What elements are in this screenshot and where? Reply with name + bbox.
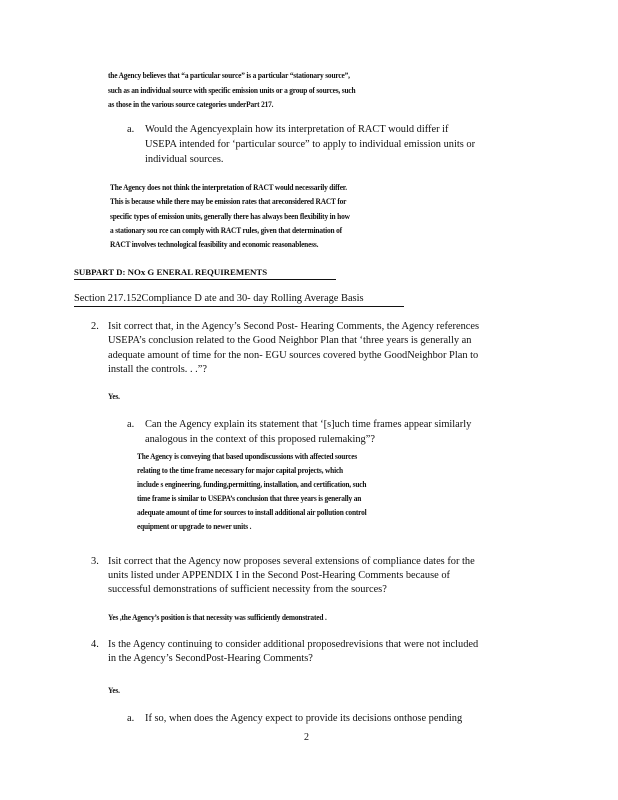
q1a-line-2: USEPA intended for ‘particular source” to apply to individual emission units or	[145, 139, 476, 150]
q2-line-2: USEPA’s conclusion related to the Good Neighbor Plan that ‘three years is generally an	[108, 335, 472, 346]
a1a-line-1: The Agency does not think the interpretation of RACT would necessarily differ.	[110, 182, 347, 192]
a1a-line-5: RACT involves technological feasibility and economic reasonableness.	[110, 239, 319, 249]
q2a-line-2: analogous in the context of this proposed rulemaking”?	[145, 434, 375, 445]
page-number: 2	[304, 732, 309, 743]
q2a-answer-line-2: relating to the time frame necessary for major capital projects, which	[137, 465, 344, 475]
q2-answer: Yes.	[108, 391, 120, 401]
q4-answer: Yes.	[108, 685, 120, 695]
intro-line-2: such as an individual source with specific emission units or a group of sources, such	[108, 85, 356, 95]
q2-line-4: install the controls. . .”?	[108, 364, 207, 375]
a1a-line-4: a stationary sou rce can comply with RACT rules, given that determination of	[110, 225, 342, 235]
q3-line-1: Isit correct that the Agency now proposes several extensions of compliance dates for the	[108, 556, 475, 567]
subpart-underline	[74, 279, 336, 280]
subpart-heading: SUBPART D: NOx G ENERAL REQUIREMENTS	[74, 267, 268, 277]
q3-line-3: successful demonstrations of sufficient necessity from the sources?	[108, 584, 387, 595]
q2a-answer-line-6: equipment or upgrade to newer units .	[137, 521, 252, 531]
q4-line-2: in the Agency’s SecondPost-Hearing Comments?	[108, 653, 313, 664]
q2a-answer-line-5: adequate amount of time for sources to install additional air pollution control	[137, 507, 367, 517]
intro-line-3: as those in the various source categories underPart 217.	[108, 99, 274, 109]
section-underline	[74, 306, 404, 307]
q2-line-3: adequate amount of time for the non- EGU sources covered bythe GoodNeighbor Plan to	[108, 350, 479, 361]
q4a-line-1: If so, when does the Agency expect to provide its decisions onthose pending	[145, 713, 463, 724]
a1a-line-2: This is because while there may be emission rates that areconsidered RACT for	[110, 196, 347, 206]
q2a-answer-line-1: The Agency is conveying that based upondiscussions with affected sources	[137, 451, 358, 461]
q3-number: 3.	[91, 556, 99, 567]
q2a-marker: a.	[127, 419, 135, 430]
q3-answer: Yes ,the Agency’s position is that necessity was sufficiently demonstrated .	[108, 612, 327, 622]
q2-line-1: Isit correct that, in the Agency’s Second Post- Hearing Comments, the Agency references	[108, 321, 480, 332]
intro-line-1: the Agency believes that “a particular source” is a particular “stationary source”,	[108, 70, 350, 80]
q3-line-2: units listed under APPENDIX I in the Second Post-Hearing Comments because of	[108, 570, 450, 581]
q2a-answer-line-3: include s engineering, funding,permitting, installation, and certification, such	[137, 479, 367, 489]
q2-number: 2.	[91, 321, 99, 332]
section-heading: Section 217.152Compliance D ate and 30- day Rolling Average Basis	[74, 293, 364, 304]
q1a-marker: a.	[127, 124, 135, 135]
q2a-answer-line-4: time frame is similar to USEPA’s conclusion that three years is generally an	[137, 493, 362, 503]
q1a-line-1: Would the Agencyexplain how its interpretation of RACT would differ if	[145, 124, 449, 135]
q1a-line-3: individual sources.	[145, 154, 224, 165]
a1a-line-3: specific types of emission units, generally there has always been flexibility in how	[110, 211, 350, 221]
q4-number: 4.	[91, 639, 99, 650]
q2a-line-1: Can the Agency explain its statement that ‘[s]uch time frames appear similarly	[145, 419, 472, 430]
q4a-marker: a.	[127, 713, 135, 724]
q4-line-1: Is the Agency continuing to consider additional proposedrevisions that were not included	[108, 639, 479, 650]
